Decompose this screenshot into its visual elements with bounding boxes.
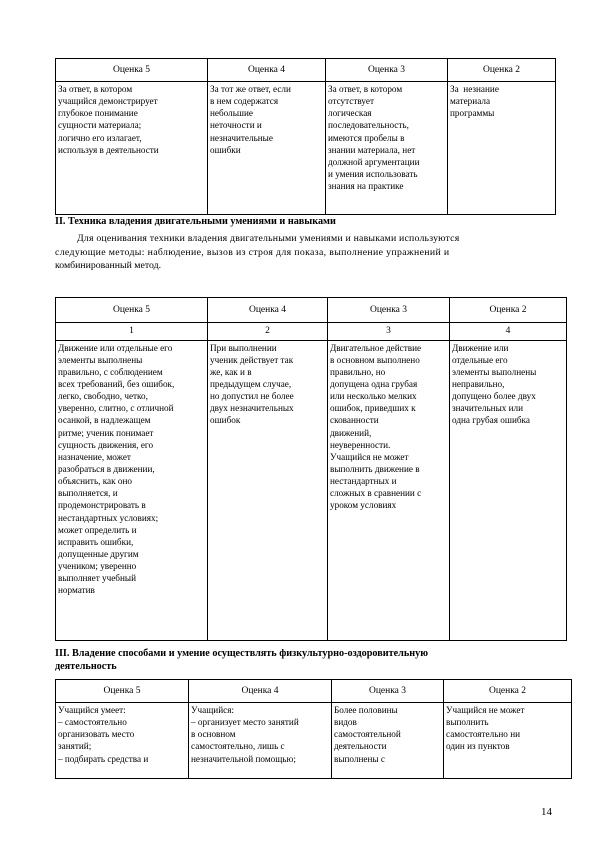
cell-line: – организует место занятий <box>191 717 299 728</box>
table2-cell-grade-4 <box>208 340 328 640</box>
cell-line: отдельные его <box>452 354 508 365</box>
grading-table-knowledge <box>55 58 556 215</box>
cell-line: продемонстрировать в <box>58 500 146 511</box>
cell-line: При выполнении <box>210 342 277 353</box>
cell-line: выполнить движение в <box>330 463 420 474</box>
cell-line: Движение или <box>452 342 509 353</box>
paragraph-line: Для оценивания техники владения двигательными умениями и навыками используются <box>77 233 460 244</box>
cell-line: видов <box>334 717 357 728</box>
cell-line: в основном выполнено <box>330 354 420 365</box>
cell-line: правильно, с соблюдением <box>58 366 163 377</box>
cell-line: осанкой, в надлежащем <box>58 415 151 426</box>
cell-line: неточности и <box>210 120 262 131</box>
cell-line: логично его излагает, <box>58 132 142 143</box>
cell-line: последовательность, <box>328 120 409 131</box>
cell-line: деятельности <box>334 741 387 752</box>
cell-line: учащийся демонстрирует <box>58 96 158 107</box>
cell-line: всех требований, без ошибок, <box>58 378 175 389</box>
table2-cell-grade-3 <box>328 340 450 640</box>
table2-cell-grade-5 <box>56 340 208 640</box>
cell-line: и умения использовать <box>328 168 418 179</box>
table1-header-grade-4: Оценка 4 <box>208 59 326 82</box>
cell-line: программы <box>450 108 495 119</box>
cell-line: используя в деятельности <box>58 144 159 155</box>
cell-line: Движение или отдельные его <box>58 342 173 353</box>
cell-line: ритме; ученик понимает <box>58 427 154 438</box>
cell-line: одна грубая ошибка <box>452 415 530 426</box>
cell-line: имеются пробелы в <box>328 132 405 143</box>
cell-line: Учащийся: <box>191 705 234 715</box>
cell-line: Учащийся не может <box>446 705 525 715</box>
paragraph-line: следующие методы: наблюдение, вызов из строя для показа, выполнение упражнений и <box>55 246 450 258</box>
table3-cell-grade-2 <box>444 703 572 779</box>
cell-line: уверенно, слитно, с отличной <box>58 403 174 414</box>
table1-header-grade-3: Оценка 3 <box>326 59 448 82</box>
cell-line: ошибок <box>210 415 241 426</box>
cell-line: допущена одна грубая <box>330 378 418 389</box>
cell-line: выполняется, и <box>58 488 118 499</box>
grading-table-health-activity <box>55 679 572 779</box>
cell-line: значительных или <box>452 403 524 414</box>
cell-line: двух незначительных <box>210 403 294 414</box>
table2-column-number: 2 <box>208 323 328 341</box>
page-number: 14 <box>541 806 552 818</box>
cell-line: сущности материала; <box>58 120 142 131</box>
cell-line: Двигательное действие <box>330 342 422 353</box>
section-2-paragraph <box>55 232 555 273</box>
cell-line: Учащийся не может <box>330 451 409 462</box>
table3-cell-grade-4 <box>189 703 332 779</box>
heading-line: III. Владение способами и умение осуществлять физкультурно-оздоровительную <box>55 648 429 659</box>
table3-cell-grade-5 <box>56 703 189 779</box>
cell-line: должной аргументации <box>328 156 420 167</box>
cell-line: неправильно, <box>452 378 505 389</box>
table2-column-number: 4 <box>450 323 567 341</box>
cell-line: – самостоятельно <box>58 717 127 728</box>
cell-line: один из пунктов <box>446 741 510 752</box>
cell-line: неуверенности. <box>330 439 391 450</box>
cell-line: допущенные другим <box>58 548 139 559</box>
table3-header-grade-2: Оценка 2 <box>444 680 572 703</box>
cell-line: движений, <box>330 427 372 438</box>
table2-header-grade-3: Оценка 3 <box>328 298 450 323</box>
cell-line: допущено более двух <box>452 391 536 402</box>
cell-line: может определить и <box>58 524 137 535</box>
cell-line: правильно, но <box>330 366 386 377</box>
cell-line: материала <box>450 96 491 107</box>
cell-line: За ответ, в котором <box>58 84 133 94</box>
table2-column-number: 1 <box>56 323 208 341</box>
table3-header-grade-3: Оценка 3 <box>332 680 444 703</box>
cell-line: организовать место <box>58 729 135 740</box>
cell-line: глубокое понимание <box>58 108 138 119</box>
grading-table-motor-skills <box>55 297 567 641</box>
cell-line: самостоятельной <box>334 729 401 740</box>
cell-line: За тот же ответ, если <box>210 84 291 94</box>
cell-line: Учащийся умеет: <box>58 705 126 715</box>
cell-line: логическая <box>328 108 372 119</box>
table3-cell-grade-3 <box>332 703 444 779</box>
table1-cell-grade-4 <box>208 82 326 215</box>
cell-line: За ответ, в котором <box>328 84 403 94</box>
cell-line: выполняет учебный <box>58 573 136 584</box>
cell-line: легко, свободно, четко, <box>58 391 148 402</box>
cell-line: За незнание <box>450 84 499 94</box>
cell-line: самостоятельно, лишь с <box>191 741 285 752</box>
cell-line: уроком условиях <box>330 500 397 511</box>
cell-line: разобраться в движении, <box>58 463 155 474</box>
table2-header-grade-4: Оценка 4 <box>208 298 328 323</box>
cell-line: в нем содержатся <box>210 96 279 107</box>
cell-line: ошибок, приведших к <box>330 403 416 414</box>
cell-line: нестандартных и <box>330 476 397 487</box>
section-2-heading: II. Техника владения двигательными умениями и навыками <box>55 216 336 227</box>
cell-line: знании материала, нет <box>328 144 416 155</box>
cell-line: норматив <box>58 585 95 596</box>
cell-line: объяснить, как оно <box>58 476 132 487</box>
cell-line: незначительной помощью; <box>191 753 296 764</box>
table2-header-grade-2: Оценка 2 <box>450 298 567 323</box>
cell-line: незначительные <box>210 132 273 143</box>
cell-line: небольшие <box>210 108 253 119</box>
heading-line: деятельность <box>55 661 117 673</box>
cell-line: ошибки <box>210 144 241 155</box>
cell-line: – подбирать средства и <box>58 753 149 764</box>
table1-cell-grade-3 <box>326 82 448 215</box>
section-3-heading <box>55 647 428 674</box>
cell-line: выполнить <box>446 717 489 728</box>
cell-line: исправить ошибки, <box>58 536 134 547</box>
cell-line: знания на практике <box>328 181 404 192</box>
cell-line: Более половины <box>334 705 398 715</box>
cell-line: ученик действует так <box>210 354 294 365</box>
cell-line: учеником; уверенно <box>58 561 137 572</box>
cell-line: выполнены с <box>334 753 385 764</box>
cell-line: скованности <box>330 415 379 426</box>
table2-header-grade-5: Оценка 5 <box>56 298 208 323</box>
cell-line: элементы выполнены <box>452 366 537 377</box>
cell-line: элементы выполнены <box>58 354 143 365</box>
table3-header-grade-4: Оценка 4 <box>189 680 332 703</box>
table1-header-grade-2: Оценка 2 <box>448 59 556 82</box>
table1-cell-grade-2 <box>448 82 556 215</box>
cell-line: сложных в сравнении с <box>330 488 422 499</box>
cell-line: нестандартных условиях; <box>58 512 159 523</box>
cell-line: предыдущем случае, <box>210 378 292 389</box>
cell-line: в основном <box>191 729 236 740</box>
table2-column-number: 3 <box>328 323 450 341</box>
cell-line: занятий; <box>58 741 92 752</box>
cell-line: или несколько мелких <box>330 391 417 402</box>
table1-cell-grade-5 <box>56 82 208 215</box>
cell-line: же, как и в <box>210 366 252 377</box>
table3-header-grade-5: Оценка 5 <box>56 680 189 703</box>
cell-line: но допустил не более <box>210 391 294 402</box>
table1-header-grade-5: Оценка 5 <box>56 59 208 82</box>
cell-line: сущность движения, его <box>58 439 154 450</box>
table2-cell-grade-2 <box>450 340 567 640</box>
paragraph-line: комбинированный метод. <box>55 260 162 272</box>
cell-line: отсутствует <box>328 96 374 107</box>
cell-line: назначение, может <box>58 451 131 462</box>
cell-line: самостоятельно ни <box>446 729 521 740</box>
